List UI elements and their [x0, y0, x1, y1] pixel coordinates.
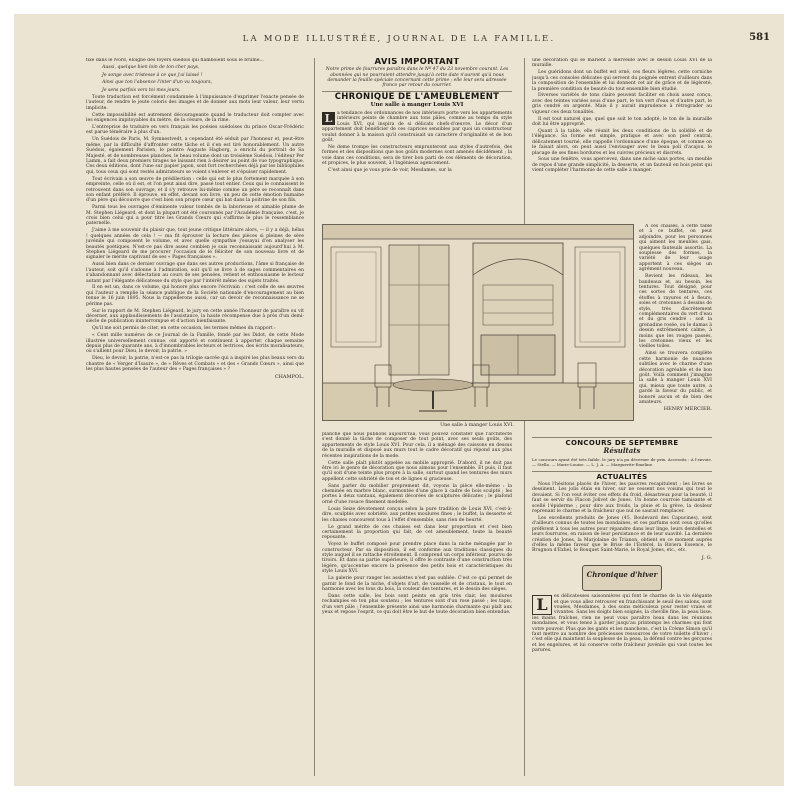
chronique-hiver-title: Chronique d'hiver [586, 570, 658, 580]
drop-cap: L [322, 112, 335, 125]
article-paragraph: une décoration qui se marient à merveille avec le dessin Louis XVI de la muraille. [532, 58, 712, 69]
article-paragraph: Aussi bien dans ce dernier ouvrage que dans ses autres productions, l'âme si française de l'auteur, soit qu'il s'adonne à l'admiration, soit qu'il se livre à de sages commentaires en s'abandonnant avec délectation au cours de ses pensées, retient et enthousiasme le lecteur autant par l'élégante délicatesse du style que par l'intérêt même des sujets traités. [86, 262, 304, 284]
article-paragraph: Louis Seize dévotement conçus selon la pure tradition de Louis XVI, c'est-à-dire, sculptés avec sobriété, aux petites moulures fines ; le buffet, la desserte et les chaises concourent tous à l'effet d'ensemble, sans rien de heurté. [322, 506, 512, 523]
running-header: LA MODE ILLUSTRÉE, JOURNAL DE LA FAMILLE. [242, 34, 556, 44]
page-number: 581 [749, 32, 770, 43]
chronique-hiver-vignette [582, 565, 662, 591]
article-paragraph: Parmi tous les ouvrages d'éminente valeur tombés de la laborieuse et aimable plume de M. Stephen Liégeard, et dont la plupart ont été couronnés par l'Académie française, c'est, je crois bien celui qui a pour titre les Grands Cœurs qui s'affirme le plus le ressemblance paternelle. [86, 205, 304, 227]
article-paragraph: Les guéridons dont un buffet est orné, ces fleurs légères, cette corniche jusqu'à ces consoles délicates qui servent du poignée entrent d'ailleurs dans la composition de l'ensemble et lui donnent cet air de grâce et de légèreté, la première condition de beauté du tout ensemble bien étudié. [532, 70, 712, 92]
drop-cap: L [532, 595, 552, 615]
article-paragraph: L'entreprise de traduire en vers français les poésies suédoises du prince Oscar-Frédéric est parue téméraire à plus d'un. [86, 125, 304, 136]
article-paragraph: Il en est un, dans ce volume, qui honore plus encore l'écrivain : c'est celle de ses œuvres qui l'auteur a remplie la séance publique de la Société nationale d'encouragement au bien tenue le 16 juin 1895. Nous la rappellerons aussi, car un devoir de reconnaissance ne se périme pas. [86, 285, 304, 307]
article-paragraph: Cette impossibilité est autrement décourageante quand le traducteur doit compter avec les exigences impitoyables du mètre, de la césure, de la rime. [86, 112, 304, 124]
dining-room-engraving [323, 225, 633, 420]
article-paragraph: J'aime à me souvenir du plaisir que, tout jeune critique littéraire alors, — il y a déjà, hélas ! quelques années de cela ! — ma fit éprouver la lecture des pièces si pleines de sève juvénile qui composent le volume, et avec quelle sympathie j'essayai d'en analyser les beautés poétiques. N'est-ce pas dire assez combien je suis reconnaissant aujourd'hui à M. Stephen Liégeard de me procurer l'occasion de le féliciter de son nouveau livre et de signaler le mérite captivant de ses « Pages françaises ». [86, 228, 304, 261]
article-paragraph: es délicatesses saisonnières qui font le charme de la vie élégante et que vous allez retrouver en franchissant le seuil des salons, sont vouées, Mesdames, à des soins méticuleux pour rester vraies et vivantes. Sans les doigts bien soignés, la cheville fine, la peau lisse, les mains fraîches, rien ne peut vous paraître beau dans les réunions mondaines, et vous tenez à garder jusqu'au printemps les charmes qui font votre pouvoir. Plus que les gants et les manchons, c'est la Crème Simon qu'il faut mettre au nombre des précieuses ressources de votre toilette d'hiver ; c'est elle qui maintient la souplesse de la peau, la défend contre les gerçures et les engelures, et lui conserve cette fraîcheur juvénile qui vaut toutes les parures. [532, 594, 712, 654]
article-paragraph: Nous l'hésitons placés de l'hiver, les pauvres recapitulent ; les livres se dessinent. Les jolis étais en hiver, sur ne cessent nos voisins qui tout le devaient. Si l'on veut éviter ces effets du froid, désastreux pour la beauté, il faut se servir du Flacon Jolivet de Jones. Un bonne courroie tamisante et scellé l'épiderme ; pour dire aux froids, la pluie et la grève, la douleur reprenant le charme et la fraîcheur que nul ne saurait remplacer. [532, 482, 712, 515]
concours-subtitle: Résultats [603, 446, 641, 456]
signature: HENRY MERCIER. [663, 406, 712, 413]
intro-paragraph: fixé dans le Nord, éloigné des foyers suédois qui flamboient sous le brume... [86, 58, 264, 63]
article-paragraph: Dans cette salle, les bois sont peints en gris très clair, les moulures rechampies en ton plus soutenu ; les tentures sont d'un rose passé ; les tapis, d'un vert pâle ; l'ensemble présente ainsi une harmonie charmante qui plaît aux yeux et repose l'esprit, ce qui doit être le but de toute décoration bien entendue. [322, 593, 512, 616]
article-paragraph: Ainsi se trouvera complète cette harmonie de nuances subtiles avec le charme d'une décoration agréable et de bon goût. Voilà comment j'imagine la salle à manger Louis XVI qui, mieux que toute autre, a gardé la faveur du public, et honoré aucun et de bien des amateurs. [639, 351, 712, 405]
article-paragraph: Revient les rideaux, les bandeaux et, au besoin, les tentures. Tout désigné, pour ces sortes de tentures, ces étoffes à rayures et à fleurs, soies et cretonnes à dessins de style, très discrètement complémentaires du vert d'eau et du gris cendré : soit la grenadine rosée, ou le damas à dessin extrêmement calme, à moins que les rouges passés, les cretonnes vieux et les vieilles toiles. [639, 274, 712, 350]
verse-line: Je songe avec tristesse à ce que j'ai laissé ! [102, 72, 203, 78]
concours-title: CONCOURS DE SEPTEMBRE [565, 439, 679, 447]
actualites-title: ACTUALITÉS [596, 472, 648, 481]
article-paragraph: Il est tout naturel que, quel que soit le ton adopté, le ton de la muraille doit lui être approprié. [532, 116, 712, 127]
article-paragraph: Un Suédois de Paris, M. Symnestvedt, a cependant été séduit par l'honneur et, peut-être même, par la difficulté d'affronter cette tâche et il s'en est tiré honorablement. Un autre Suédois, également Parisien, le peintre Auguste Hagborg, a enrichi du portrait de Sa Majesté, et de nombreuses planches, le beau volume dont un troisième Suédois, l'éditeur Per Lamm, a fait deux premiers tirages ne laissant rien à désirer au point de vue typographique. Ces deux éditions, dont l'une sur papier japon, sont fort recherchées déjà par les bibliophiles qui, tous ceux qui sont restés admirateurs se voient s'enlever et s'épuiser rapidement. [86, 137, 304, 175]
column-middle-bottom [322, 432, 512, 776]
article-paragraph: Les excellents produits de Jones (45, Boulevard des Capucines), sont d'ailleurs connus de toutes les mondaines, et ces parfums sont ceux qu'elles préfèrent à tous les autres pour répandre dans leur linge, leurs dentelles et leurs fourrures, en raison de leur persistance et de leur suavité. La dernière création de Jones, la Marjolaine de Trianon, obtient en ce moment auprès d'elles la même faveur que le Brise de l'Estérel, la Riviera Essence, le Brugnon d'Exhel, le Bouquet Saint-Marie, le Royal Jones, etc., etc. [532, 515, 712, 554]
article-paragraph: Le grand mérite de ces chaises est dans leur proportion et c'est bien certainement la proportion qui fait, de cet ameublement, toute la beauté reposante. [322, 524, 512, 541]
column-right-narrow [639, 224, 712, 429]
article-paragraph: a tendance des ordonnances de nos intérieurs porte vers les appartements intérieurs peints de chambre aux tons pâles, comme au temps du style Louis XVI, qui inspira de si délicats chefs-d'œuvre. Le décor d'un appartement doit bénéficier de ces caprices sensibles par quoi un constructeur voulut donner à la maison qu'il construisait un caractère d'originalité et de bon goût. [322, 111, 512, 144]
avis-text: Notre prime de fourrures paraîtra dans le Nº 47 du 23 novembre courant. Les abonnées qui ne pourraient attendre jusqu'à cette date n'auront qu'à nous demander la feuille spéciale concernant cette prime ; elle leur sera adressée franco par retour du courrier. [325, 67, 509, 89]
concours-text: Le concours ayant été très faible, le jury n'a pu décerner de prix. Accessits : A l'envoie. — Stella. — Marie-Louise. — L. J. A. — Marguerite-Emeline. [532, 456, 712, 468]
illustration-caption: Une salle à manger Louis XVI. [440, 423, 514, 428]
article-paragraph: Diverses variétés de tons claire peuvent faciliter en choix assez conçu, avec des teintes variées sous d'une part, le ton vert d'eau et d'autre part, le gris cendré on argenté. Mais il y aurait imprudence à rétrograder au vigueur ces deux tonalités. [532, 93, 712, 115]
article-paragraph: Sous une fenêtre, vous apercevez, dans une niche sans portes, un meuble de repos d'une grande simplicité, la desserte, et un fauteuil en bois peint qui vient compléter l'harmonie de cette salle à manger. [532, 157, 712, 174]
chronique-title: CHRONIQUE DE L'AMEUBLEMENT [334, 92, 500, 103]
verse-line: Ainsi que ton l'absence l'inter d'un vu toujours, [102, 80, 213, 86]
column-right-top [532, 58, 712, 220]
article-paragraph: Sans parler du mobilier proprement dit, voyons la pièce elle-même : la cheminée en marbre blanc, surmontée d'une glace à cadre de bois sculpté ; les portes à deux vantaux, également décorées de sculptures délicates ; le plafond orné d'une rosace finement modelée. [322, 483, 512, 505]
page [14, 14, 784, 786]
signature: J. G. [701, 554, 712, 561]
article-paragraph: Toute traduction est forcément condamnée à l'impuissance d'exprimer l'exacte pensée de l'auteur, de rendre le jeute coloris des images et de donner aux mots leur valeur, leur vertu implicite. [86, 95, 304, 111]
article-paragraph: Tout écrivain a son œuvre de prédilection : celle qui est le plus fortement marquée à son empreinte, celle où il est, et l'on peut ainsi dire, passé tout entier. Ceux qui le connaissent le retrouvent dans son ouvrage, et il s'y retrouve lui-même comme un père se reconnaît dans son enfant préféré. Il éprouve, en effet, devant son livre, un peu de cette émotion humaine d'un père qui découvre que c'est bien son propre cœur qui bat dans la poitrine de son fils. [86, 176, 304, 204]
column-middle-top [322, 58, 512, 220]
article-paragraph: Sur le rapport de M. Stephen Liégeard, le jury en cette année l'honneur de paraître ou vit décerner, aux applaudissements de l'assistance, la haute récompense due à près d'un demi-siècle de publication ininterrompue et d'action bienfaisante. [86, 308, 304, 325]
article-paragraph: Qu'il me soit permis de citer, en cette occasion, les termes mêmes du rapport : [92, 326, 276, 332]
article-paragraph: Quant à la table, elle réunit les deux conditions de la solidité et de l'élégance. Sa forme est simple, pratique et avec son pied central, délicatement tourné, elle rappelle l'ordonnance d'une époque, et comme on le faisait alors, on peut aussi l'envisager avec le beau poli d'acajou, le placage de ses fines bordures et les cuivres précieux et discrets. [532, 128, 712, 156]
article-paragraph: Ne deme trompe les constructeurs emprunteront aux styles d'autrefois, des formes et des dispositions que nos goûts modernes sont amenés décidément ; la voie dans ces conditions, sera de tirer bon parti de ces éléments de décoration, et propices, le plus souvent, à l'ingénieux agencement. [322, 144, 512, 167]
column-right-bottom [532, 434, 712, 776]
article-paragraph: C'est ainsi que je vous prie de voir, Mesdames, sur la [328, 168, 452, 174]
article-paragraph: Cette salle plaît plutôt appelée au mobile approprié. D'abord, il ne doit pas être ici le genre de décoration que nous aimons pour l'ensemble. Et puis, il faut qu'il soit d'une teinte plus propre à la salle, surtout quand les tentures des murs appellent cette sobriété de ton et de lignes si gracieuse. [322, 460, 512, 482]
article-paragraph: planche que nous publions aujourd'hui, vous pouvez constater que l'architecte s'est donné la tâche de composer de tout point, avec ses seuls goûts, des appartements de style Louis XVI. Pour cela, il a ménagé des caissons en dessus de la muraille et disposé aux murs tout le cadre décoratif qui répond aux plus récentes inspirations de la mode. [322, 432, 512, 459]
article-paragraph: « Cent mille numéros de ce Journal de la Famille, fondé par les Didot, de cette Mode illustrée universellement connue, ont apporté et continuent à apporter, chaque semaine depuis plus de quarante ans, à d'innombrables lecteurs et lectrices, des écrits moralisateurs, où s'allient pour Dieu, le devoir, la patrie. » [86, 333, 304, 355]
column-rule [314, 58, 315, 776]
column-left [86, 58, 304, 776]
article-paragraph: Voyez le buffet composé pour prendre place dans la niche ménagée par le constructeur. Par sa disposition, il est conforme aux traditions classiques du style auquel il se rattache étroitement. Il comprend un corps inférieur, pourvu de tiroirs. Et dans sa partie supérieure, il offre le contraste d'une construction très légère, qu'accentue encore la présence des petits bois et caractéristiques du style Louis XVI. [322, 542, 512, 575]
article-paragraph: Dieu, le devoir, la patrie, n'est-ce pas la trilogie sacrée qui a inspiré les plus beaux vers du chantre de « Verger d'Isaure », de « Rêves et Combats » et des « Grands Cœurs », ainsi que les plus hautes pensées de l'auteur des « Pages françaises » ? [86, 356, 304, 373]
divider [532, 471, 712, 472]
dining-room-illustration [322, 224, 634, 421]
article-paragraph: La galerie pour ranger les assiettes n'est pas oubliée. C'est ce qui permet de garnir le fond de la niche, d'objets d'art, de vaisselle et de cristaux, le tout en harmonie avec les tons du bois, la couleur des tentures, et le dessin des sièges. [322, 576, 512, 592]
avis-title: AVIS IMPORTANT [374, 58, 460, 67]
divider [532, 437, 712, 438]
verse-line: Je sens parfois vers toi mes jours. [102, 87, 181, 93]
verse-line: Aussi, quelque bien loin de ton cher pays, [102, 65, 200, 71]
article-paragraph: A ces chaises, à cette table et à ce buffet, on peut adjoindre, pour les personnes qui aiment les meubles gais, quelques fauteuils assortis. La souplesse des formes, la variété de leur usage apportent à ces sièges un agrément nouveau. [639, 224, 712, 273]
chronique-subtitle: Une salle à manger Louis XVI [370, 101, 464, 108]
signature: CHAMPOL. [274, 373, 304, 380]
